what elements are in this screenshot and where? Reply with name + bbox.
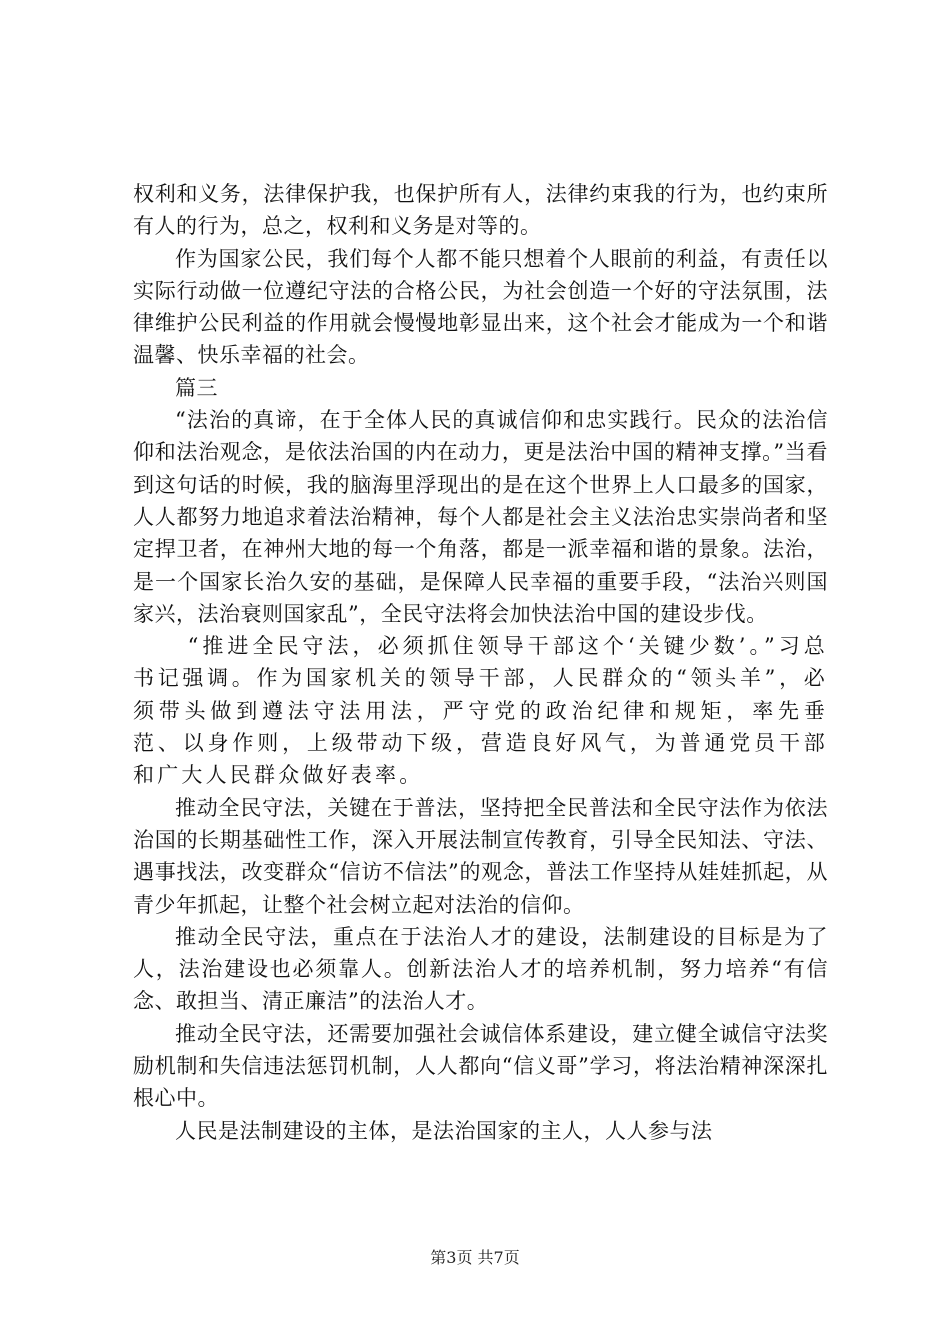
document-body — [133, 178, 828, 1147]
paragraph: 推动全民守法，还需要加强社会诚信体系建设，建立健全诚信守法奖励机制和失信违法惩罚机制，人人都向“信义哥”学习，将法治精神深深扎根心中。 — [133, 1021, 828, 1111]
paragraph: 人民是法制建设的主体，是法治国家的主人，人人参与法 — [175, 1118, 713, 1143]
section-heading: 篇三 — [175, 375, 218, 400]
paragraph: “法治的真谛，在于全体人民的真诚信仰和忠实践行。民众的法治信仰和法治观念，是依法治国的内在动力，更是法治中国的精神支撑。”当看到这句话的时候，我的脑海里浮现出的是在这个世界上人口最多的国家，人人都努力地追求着法治精神，每个人都是社会主义法治忠实崇尚者和坚定捍卫者，在神州大地的每一个角落，都是一派幸福和谐的景象。法治，是一个国家长治久安的基础，是保障人民幸福的重要手段，“法治兴则国家兴，法治衰则国家乱”，全民守法将会加快法治中国的建设步伐。 — [133, 408, 828, 626]
paragraph: 权利和义务，法律保护我，也保护所有人，法律约束我的行为，也约束所有人的行为，总之，权利和义务是对等的。 — [133, 182, 828, 239]
paragraph: 推动全民守法，重点在于法治人才的建设，法制建设的目标是为了人，法治建设也必须靠人。创新法治人才的培养机制，努力培养“有信念、敢担当、清正廉洁”的法治人才。 — [133, 924, 828, 1014]
page-number-footer: 第3页 共7页 — [430, 1248, 520, 1267]
paragraph: 作为国家公民，我们每个人都不能只想着个人眼前的利益，有责任以实际行动做一位遵纪守法的合格公民，为社会创造一个好的守法氛围，法律维护公民利益的作用就会慢慢地彰显出来，这个社会才能成为一个和谐温馨、快乐幸福的社会。 — [133, 246, 828, 368]
paragraph: “推进全民守法，必须抓住领导干部这个‘关键少数’。”习总书记强调。作为国家机关的领导干部，人民群众的“领头羊”，必须带头做到遵法守法用法，严守党的政治纪律和规矩，率先垂范、以身作则，上级带动下级，营造良好风气，为普通党员干部和广大人民群众做好表率。 — [133, 634, 828, 788]
paragraph: 推动全民守法，关键在于普法，坚持把全民普法和全民守法作为依法治国的长期基础性工作，深入开展法制宣传教育，引导全民知法、守法、遇事找法，改变群众“信访不信法”的观念，普法工作坚持从娃娃抓起，从青少年抓起，让整个社会树立起对法治的信仰。 — [133, 795, 828, 917]
